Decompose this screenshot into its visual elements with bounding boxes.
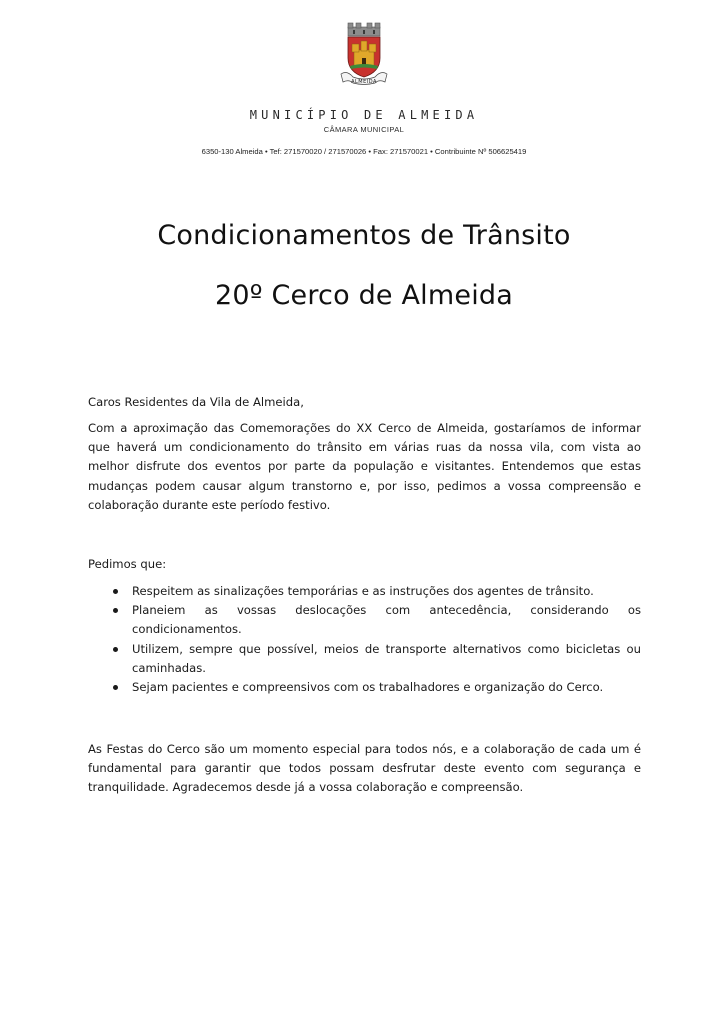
document-title: Condicionamentos de Trânsito: [157, 220, 571, 251]
document-subtitle: 20º Cerco de Almeida: [215, 280, 513, 311]
list-item-text: Planeiem as vossas deslocações com antecedência, considerando os condicionamentos.: [132, 603, 641, 637]
organization-subtitle: CÂMARA MUNICIPAL: [323, 125, 405, 134]
request-list: [88, 582, 641, 697]
bullet-icon: [113, 685, 118, 690]
list-item: [88, 640, 641, 678]
contact-line: 6350-130 Almeida • Tef: 271570020 / 271570026 • Fax: 271570021 • Contribuinte Nº 506625419: [201, 147, 527, 156]
almeida-coat-of-arms-logo: [333, 22, 395, 86]
list-item: [88, 582, 641, 601]
list-item-text: Sejam pacientes e compreensivos com os trabalhadores e organização do Cerco.: [132, 680, 604, 695]
list-item-text: Utilizem, sempre que possível, meios de transporte alternativos como bicicletas ou caminhadas.: [132, 641, 641, 675]
closing-paragraph: As Festas do Cerco são um momento especial para todos nós, e a colaboração de cada um é fundamental para garantir que todos possam desfrutar deste evento com segurança e tranquilidade. Agradecemos desde já a vossa colaboração e compreensão.: [88, 742, 641, 795]
list-item-text: Respeitem as sinalizações temporárias e as instruções dos agentes de trânsito.: [132, 584, 594, 598]
request-intro: Pedimos que:: [88, 557, 167, 571]
list-item: [88, 678, 641, 697]
bullet-icon: [113, 589, 118, 594]
bullet-icon: [113, 647, 118, 652]
list-item: [88, 601, 641, 639]
svg-text:ALMEIDA: ALMEIDA: [351, 79, 377, 85]
bullet-icon: [113, 608, 118, 613]
organization-name: MUNICÍPIO DE ALMEIDA: [249, 108, 479, 122]
greeting: Caros Residentes da Vila de Almeida,: [88, 395, 304, 409]
intro-paragraph: Com a aproximação das Comemorações do XX Cerco de Almeida, gostaríamos de informar que haverá um condicionamento do trânsito em várias ruas da nossa vila, com vista ao melhor disfrute dos eventos por parte da população e visitantes. Entendemos que estas mudanças podem causar algum transtorno e, por isso, pedimos a vossa compreensão e colaboração durante este período festivo.: [88, 421, 641, 512]
